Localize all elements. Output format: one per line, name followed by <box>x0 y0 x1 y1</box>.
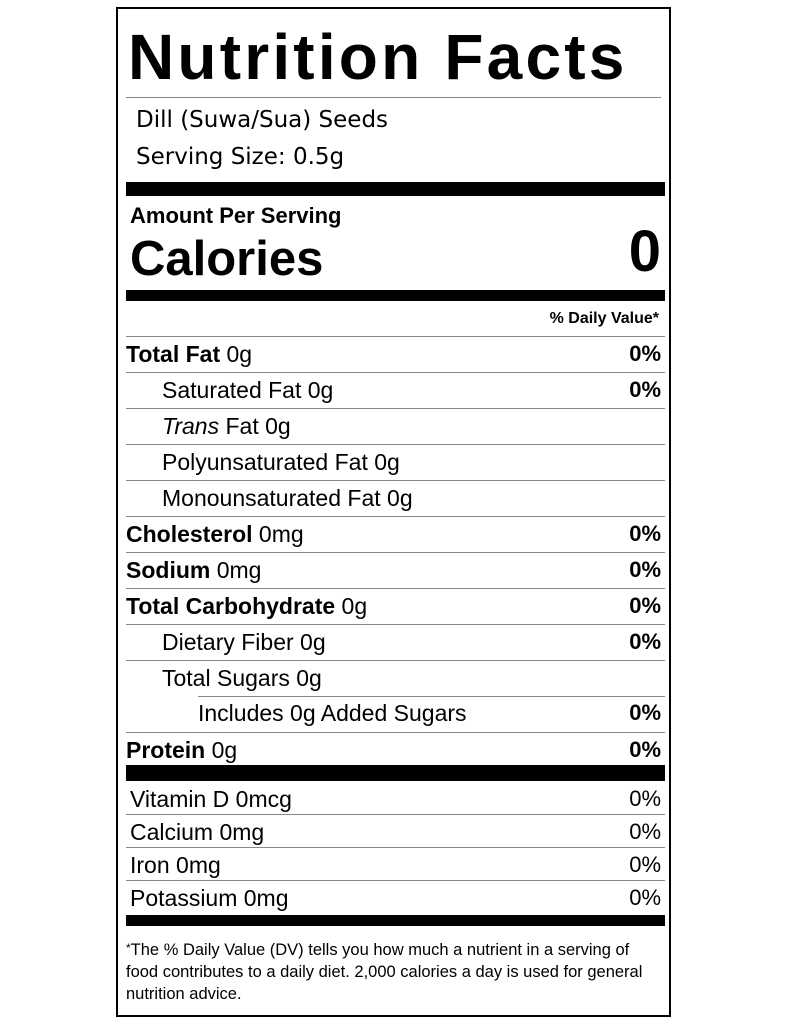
nutrient-row-total-fat <box>126 336 665 372</box>
vitamin-row-iron <box>126 848 665 881</box>
nutrient-dv: 0% <box>629 593 661 618</box>
nutrient-amount: Fat 0g <box>225 413 291 439</box>
nutrient-row-sodium <box>126 552 665 588</box>
nutrient-name: Monounsaturated Fat <box>162 485 381 511</box>
nutrient-list <box>126 336 665 768</box>
nutrient-amount: 0g <box>211 737 238 763</box>
nutrient-row-added-sugars <box>126 696 665 732</box>
vitamin-dv: 0% <box>629 885 661 910</box>
product-name: Dill (Suwa/Sua) Seeds <box>136 107 389 133</box>
daily-value-footnote <box>126 937 657 1005</box>
vitamin-dv: 0% <box>629 786 661 811</box>
footnote-marker: * <box>126 941 131 955</box>
nutrient-row-monounsaturated-fat <box>126 480 665 516</box>
nutrient-amount: 0g <box>226 341 253 367</box>
vitamin-dv: 0% <box>629 819 661 844</box>
divider <box>126 97 661 98</box>
nutrient-name: Dietary Fiber <box>162 629 294 655</box>
serving-size: Serving Size: 0.5g <box>136 144 345 170</box>
medium-divider <box>126 290 665 301</box>
nutrient-dv: 0% <box>629 341 661 366</box>
amount-per-serving: Amount Per Serving <box>130 203 342 228</box>
vitamin-row-potassium <box>126 881 665 914</box>
vitamin-dv: 0% <box>629 852 661 877</box>
vitamin-name: Vitamin D 0mcg <box>130 786 292 812</box>
nutrient-row-cholesterol <box>126 516 665 552</box>
nutrient-dv: 0% <box>629 700 661 725</box>
heavy-divider <box>126 765 665 781</box>
nutrient-amount: 0g <box>300 629 326 655</box>
vitamin-name: Calcium 0mg <box>130 819 265 845</box>
nutrient-name: Cholesterol <box>126 521 253 547</box>
nutrient-name: Total Sugars <box>162 665 290 691</box>
calories-label: Calories <box>130 232 324 286</box>
nutrition-facts-label <box>116 7 671 1017</box>
bottom-divider <box>126 915 665 926</box>
calories-value: 0 <box>628 219 661 284</box>
nutrient-amount: 0g <box>296 665 322 691</box>
nutrient-name: Total Carbohydrate <box>126 593 336 619</box>
nutrient-row-protein <box>126 732 665 768</box>
footnote-text: The % Daily Value (DV) tells you how much a nutrient in a serving of food contributes to a daily diet. 2,000 calories a day is used for general nutrition advice. <box>126 941 643 1003</box>
nutrient-dv: 0% <box>629 737 661 762</box>
vitamin-row-calcium <box>126 815 665 848</box>
nutrient-row-total-carbohydrate <box>126 588 665 624</box>
nutrient-row-total-sugars <box>126 660 665 696</box>
nutrient-name: Sodium <box>126 557 211 583</box>
nutrient-name: Saturated Fat <box>162 377 302 403</box>
nutrient-dv: 0% <box>629 521 661 546</box>
nutrient-name: Trans <box>162 413 220 439</box>
vitamin-name: Potassium 0mg <box>130 885 289 911</box>
nutrient-name: Protein <box>126 737 206 763</box>
nutrient-amount: 0g <box>341 593 368 619</box>
nutrient-dv: 0% <box>629 377 661 402</box>
nutrient-amount: 0g <box>374 449 400 475</box>
nutrient-row-trans-fat <box>126 408 665 444</box>
vitamin-row-vitamin-d <box>126 782 665 815</box>
thick-divider <box>126 182 665 196</box>
nutrient-row-dietary-fiber <box>126 624 665 660</box>
vitamin-list <box>126 782 665 914</box>
daily-value-header: % Daily Value* <box>549 310 659 327</box>
nutrient-amount: 0g <box>307 377 334 403</box>
nutrient-name: Includes 0g Added Sugars <box>198 700 467 726</box>
nutrient-amount: 0g <box>387 485 413 511</box>
nutrient-row-saturated-fat <box>126 372 665 408</box>
nutrient-amount: 0mg <box>258 521 304 547</box>
vitamin-name: Iron 0mg <box>130 852 221 878</box>
label-title: Nutrition Facts <box>128 21 628 93</box>
nutrient-dv: 0% <box>629 629 661 654</box>
nutrient-row-polyunsaturated-fat <box>126 444 665 480</box>
nutrient-name: Polyunsaturated Fat <box>162 449 368 475</box>
nutrient-dv: 0% <box>629 557 661 582</box>
nutrient-name: Total Fat <box>126 341 221 367</box>
nutrient-amount: 0mg <box>216 557 262 583</box>
